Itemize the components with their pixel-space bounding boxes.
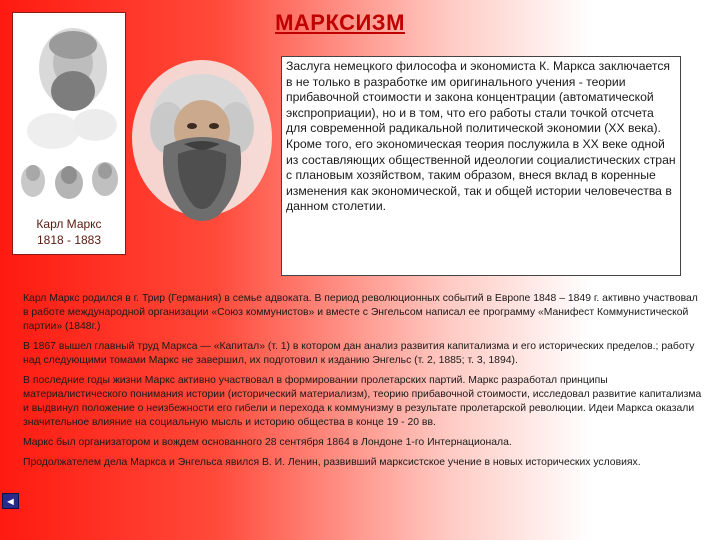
bio-paragraph: Продолжателем дела Маркса и Энгельса явился В. И. Ленин, развивший марксистское учение в новых исторических условиях. <box>23 457 641 468</box>
bio-paragraph: В последние годы жизни Маркс активно участвовал в формировании пролетарских партий. Маркс разработал принципы материалистического понимания истории (исторический материализм), теорию прибавочной стоимости, исследовал развитие капитализма и выдвинул положение о неизбежности его гибели и перехода к коммунизму в результате пролетарской революции. Идеи Маркса оказали значительное влияние на социальную мысль и историю общества в конце 19 - 20 вв. <box>23 375 702 428</box>
bio-paragraph: В 1867 вышел главный труд Маркса — «Капитал» (т. 1) в котором дан анализ развития капитализма и его исторических пределов.; работу над следующими томами Маркс не завершил, их подготовил к изданию Энгельс (т. 2, 1885; т. 3, 1894). <box>23 341 695 366</box>
portrait-collage-image <box>13 13 125 213</box>
biography-section <box>23 292 703 476</box>
portrait-caption <box>13 216 125 248</box>
portrait-caption-years: 1818 - 1883 <box>36 233 102 247</box>
merit-paragraph: Заслуга немецкого философа и экономиста К. Маркса заключается в не только в разработке им оригинального учения - теории прибавочной стоимости и закона концентрации (автоматической экспроприации), но и в том, что его работы стали точкой отсчета для современной радикальной политической экономии (XX века). <box>286 59 671 136</box>
merit-paragraph: Кроме того, его экономическая теория послужила в XX веке одной из составляющих общественной идеологии социалистических стран с плановым хозяйством, таким образом, внеся вклад в коренные изменения как экономической, так и общей истории человечества в данном столетии. <box>286 136 676 214</box>
back-arrow-icon[interactable]: ◄ <box>2 493 19 509</box>
merit-text-box <box>281 56 681 276</box>
portrait-collage-box <box>12 12 126 255</box>
slide-title: МАРКСИЗМ <box>275 10 405 35</box>
bio-paragraph: Карл Маркс родился в г. Трир (Германия) в семье адвоката. В период революционных событий в Европе 1848 – 1849 г. активно участвовал в работе международной организации «Союз коммунистов» и вместе с Энгельсом написал ее программу «Манифест Коммунистической партии» (1848г.) <box>23 293 698 332</box>
bio-paragraph: Маркс был организатором и вождем основанного 28 сентября 1864 в Лондоне 1-го Интернационала. <box>23 437 512 448</box>
marx-portrait-image <box>128 58 276 230</box>
portrait-caption-name: Карл Маркс <box>36 217 102 231</box>
